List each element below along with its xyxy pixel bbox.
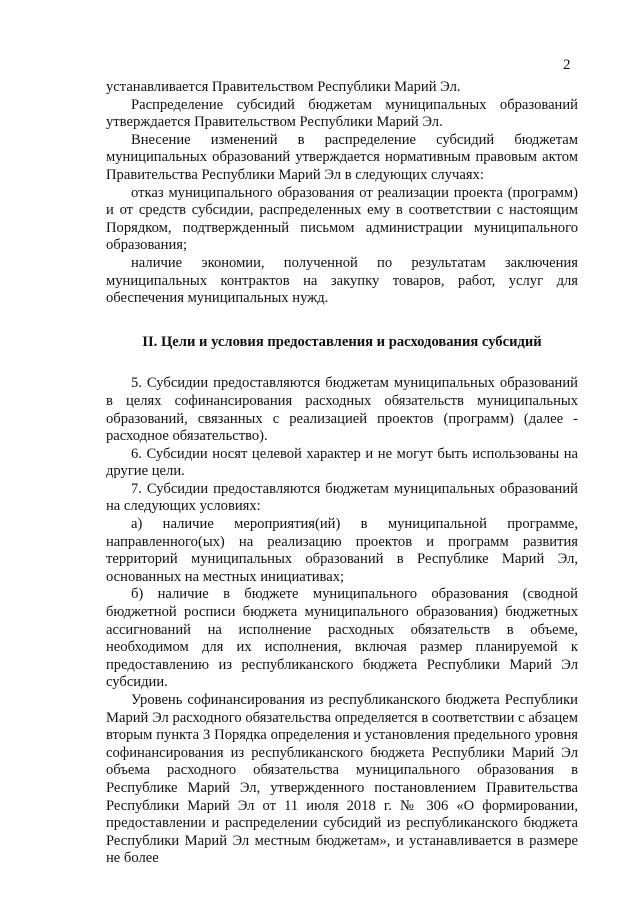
- paragraph-case-refusal: отказ муниципального образования от реализации проекта (программ) и от средств субсидии, распределенных ему в соответствии с настоящим Порядком, подтвержденный письмом администрации муниципального образования;: [106, 184, 578, 254]
- paragraph-distribution: Распределение субсидий бюджетам муниципальных образований утверждается Правительством Республики Марий Эл.: [106, 96, 578, 131]
- paragraph-item-7: 7. Субсидии предоставляются бюджетам муниципальных образований на следующих условиях:: [106, 480, 578, 515]
- paragraph-item-6: 6. Субсидии носят целевой характер и не могут быть использованы на другие цели.: [106, 445, 578, 480]
- paragraph-cofinancing-level: Уровень софинансирования из республиканского бюджета Республики Марий Эл расходного обязательства определяется в соответствии с абзацем вторым пункта 3 Порядка определения и установления предельного уровня софинансирования из республиканского бюджета Республики Марий Эл объема расходного обязательства муниципального образования в Республике Марий Эл, утвержденного постановлением Правительства Республики Марий Эл от 11 июля 2018 г. № 306 «О формировании, предоставлении и распределении субсидий из республиканского бюджета Республики Марий Эл местным бюджетам», и устанавливается в размере не более: [106, 692, 578, 867]
- page-number: 2: [563, 57, 571, 73]
- section-heading: II. Цели и условия предоставления и расходования субсидий: [142, 333, 542, 350]
- paragraph-condition-b: б) наличие в бюджете муниципального образования (сводной бюджетной росписи бюджета муниципального образования) бюджетных ассигнований на исполнение расходных обязательств в объеме, необходимом для их исполнения, включая размер планируемой к предоставлению из республиканского бюджета Республики Марий Эл субсидии.: [106, 586, 578, 691]
- document-body: [106, 79, 578, 868]
- paragraph-condition-a: а) наличие мероприятия(ий) в муниципальной программе, направленного(ых) на реализацию проектов и программ развития территорий муниципальных образований в Республике Марий Эл, основанных на местных инициативах;: [106, 516, 578, 585]
- paragraph-amendments: Внесение изменений в распределение субсидий бюджетам муниципальных образований утверждается нормативным правовым актом Правительства Республики Марий Эл в следующих случаях:: [106, 131, 578, 183]
- paragraph-item-5: 5. Субсидии предоставляются бюджетам муниципальных образований в целях софинансирования расходных обязательств муниципальных образований, связанных с реализацией проектов (программ) (далее - расходное обязательство).: [106, 375, 578, 445]
- paragraph-case-savings: наличие экономии, полученной по результатам заключения муниципальных контрактов на закупку товаров, работ, услуг для обеспечения муниципальных нужд.: [106, 254, 578, 307]
- paragraph-continuation: устанавливается Правительством Республики Марий Эл.: [106, 79, 461, 95]
